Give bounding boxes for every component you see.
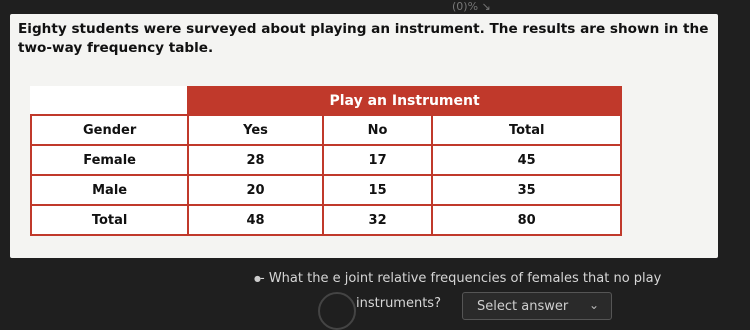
chevron-down-icon: ⌄	[588, 298, 599, 312]
cell: 80	[432, 205, 621, 235]
cursor-circle-icon	[318, 292, 356, 330]
cell: 48	[188, 205, 323, 235]
cell: 45	[432, 145, 621, 175]
cell: 35	[432, 175, 621, 205]
table-corner	[31, 87, 188, 115]
problem-statement: Eighty students were surveyed about playing an instrument. The results are shown in the two-way frequency table.	[18, 21, 709, 56]
bullet-icon: ●	[254, 274, 261, 283]
cell: 20	[188, 175, 323, 205]
frequency-table	[30, 86, 622, 236]
header-no: No	[323, 115, 433, 145]
row-label: Total	[31, 205, 188, 235]
cell: 17	[323, 145, 433, 175]
table-row	[31, 175, 621, 205]
header-gender: Gender	[31, 115, 188, 145]
cell: 32	[323, 205, 433, 235]
question-line-2: instruments?	[356, 296, 441, 311]
row-label: Female	[31, 145, 188, 175]
question-line-1: - What the e joint relative frequencies of females that no play	[260, 271, 662, 286]
table-banner: Play an Instrument	[188, 87, 621, 115]
cell: 15	[323, 175, 433, 205]
answer-select-label: Select answer	[477, 298, 569, 314]
answer-select[interactable]	[462, 292, 612, 320]
status-indicator: (0)% ↘	[452, 0, 491, 13]
header-total: Total	[432, 115, 621, 145]
row-label: Male	[31, 175, 188, 205]
table-row	[31, 145, 621, 175]
question-text	[254, 262, 730, 296]
table-header-row	[31, 115, 621, 145]
table-row	[31, 205, 621, 235]
cell: 28	[188, 145, 323, 175]
question-card	[10, 14, 718, 258]
header-yes: Yes	[188, 115, 323, 145]
